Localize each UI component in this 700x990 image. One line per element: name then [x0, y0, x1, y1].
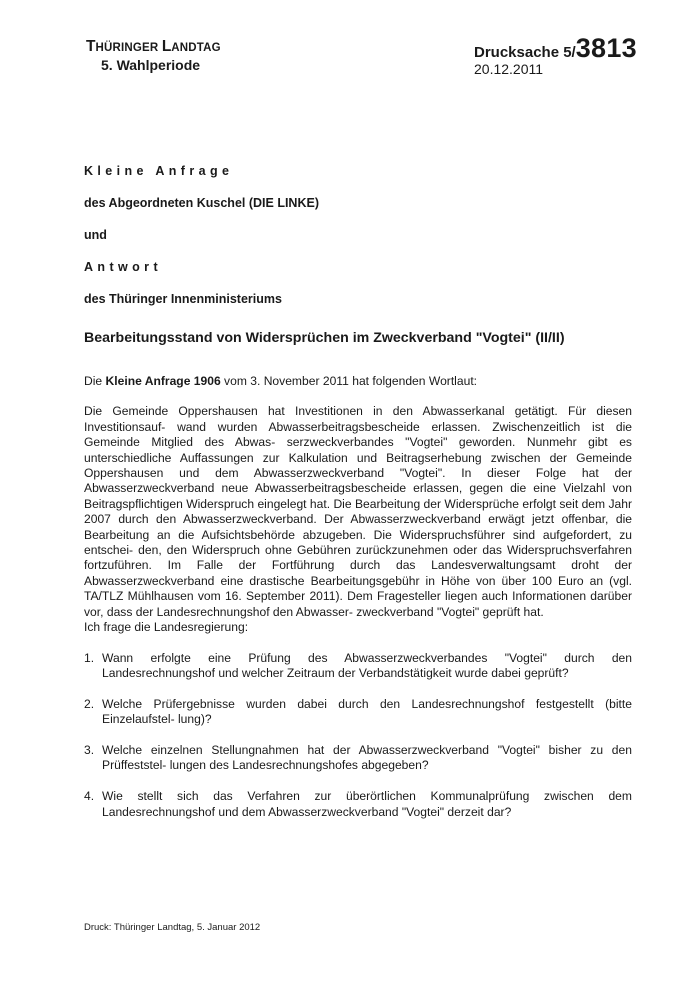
answering-ministry: des Thüringer Innenministeriums	[84, 292, 282, 306]
question-list	[84, 651, 632, 820]
inquiry-author: des Abgeordneten Kuschel (DIE LINKE)	[84, 196, 319, 210]
inquiry-kind: Kleine Anfrage	[84, 164, 234, 178]
document-number: Drucksache 5/3813	[474, 33, 637, 63]
question-item: 3. Welche einzelnen Stellungnahmen hat der Abwasserzweckverband "Vogtei" bisher zu den Prüffeststel- lungen des Landesrechnungshofes abgegeben?	[84, 742, 632, 773]
title-block	[84, 162, 624, 322]
print-footer: Druck: Thüringer Landtag, 5. Januar 2012	[84, 922, 261, 933]
question-item: 2. Welche Prüfergebnisse wurden dabei durch den Landesrechnungshof festgestellt (bitte Einzelaufstel- lung)?	[84, 696, 632, 727]
header-left	[86, 38, 221, 73]
body-text	[84, 374, 632, 835]
inquiry-paragraph: Die Gemeinde Oppershausen hat Investitionen in den Abwasserkanal getätigt. Für diesen Investitionsauf- wand wurden Abwasserbeitragsbescheide erlassen. Zwischenzeitlich ist die Gemeinde Mitglied des Abwas- serzweckverbandes "Vogtei" geworden. Nunmehr gibt es unterschiedliche Auffassungen zur Kalkulation und Beitragserhebung zwischen der Gemeinde Oppershausen und dem Abwasserzweckverband "Vogtei". In dieser Folge hat der Abwasserzweckverband neue Abwasserbeitragsbescheide erlassen, gegen die eine Vielzahl von Beitragspflichtigen Widerspruch eingelegt hat. Die Bearbeitung der Widersprüche erfolgt seit dem Jahr 2007 durch den Abwasserzweckverband. Der Abwasserzweckverband erwägt jetzt offenbar, die Bearbeitung an die Aufsichtsbehörde abzugeben. Die Widerspruchsführer sind aufgefordert, zu entschei- den, den Widerspruch ohne Gebühren zurückzunehmen oder das Widerspruchsverfahren fortzuführen. Im Falle der Fortführung durch das Landesverwaltungsamt droht der Abwasserzweckverband eine drastische Bearbeitungsgebühr in Höhe von über 100 Euro an (vgl. TA/TLZ Mühlhausen vom 16. September 2011). Dem Fragesteller liegen auch Informationen darüber vor, dass der Landesrechnungshof den Abwasser- zweckverband "Vogtei" geprüft hat.	[84, 404, 632, 619]
answer-heading: Antwort	[84, 260, 163, 274]
document-date: 20.12.2011	[474, 61, 544, 77]
conjunction: und	[84, 228, 107, 242]
landtag-name: THÜRINGER LANDTAG	[86, 38, 221, 55]
intro-sentence: Die Kleine Anfrage 1906 vom 3. November 2011 hat folgenden Wortlaut:	[84, 374, 478, 388]
header-right	[474, 34, 637, 77]
question-item: 4. Wie stellt sich das Verfahren zur überörtlichen Kommunalprüfung zwischen dem Landesrechnungshof und dem Abwasserzweckverband "Vogtei" derzeit dar?	[84, 789, 632, 819]
question-item: 1. Wann erfolgte eine Prüfung des Abwasserzweckverbandes "Vogtei" durch den Landesrechnungshof und welcher Zeitraum der Verbandstätigkeit wurde dabei geprüft?	[84, 650, 632, 680]
question-intro: Ich frage die Landesregierung:	[84, 620, 249, 635]
election-period: 5. Wahlperiode	[101, 57, 201, 73]
document-subject: Bearbeitungsstand von Widersprüchen im Zweckverband "Vogtei" (II/II)	[84, 330, 565, 346]
